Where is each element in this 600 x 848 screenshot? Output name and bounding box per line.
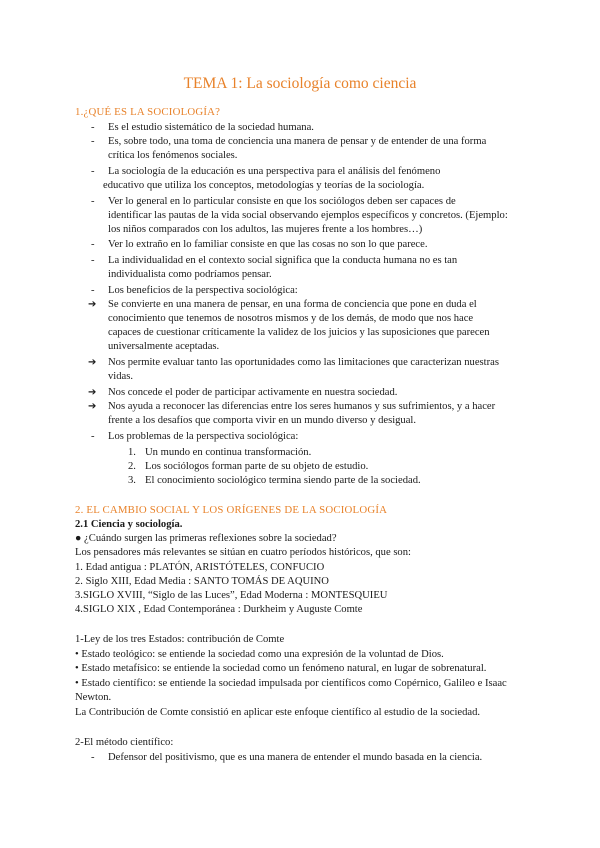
question-line: ● ¿Cuándo surgen las primeras reflexiones sobre la sociedad?: [75, 533, 337, 544]
period-item: 4.SIGLO XIX , Edad Contemporánea : Durkheim y Auguste Comte: [75, 604, 363, 615]
benefit-item-continued: frente a los desafíos que comporta vivir en un mundo diverso y desigual.: [108, 415, 417, 426]
list-item: La individualidad en el contexto social significa que la conducta humana no es tan: [108, 255, 458, 266]
dash-bullet: -: [91, 166, 95, 177]
period-item: 2. Siglo XIII, Edad Media : SANTO TOMÁS DE AQUINO: [75, 576, 329, 587]
section-1-heading: 1.¿QUÉ ES LA SOCIOLOGÍA?: [75, 106, 221, 118]
benefit-item: Se convierte en una manera de pensar, en una forma de conciencia que pone en duda el: [108, 299, 477, 310]
benefit-item: Nos ayuda a reconocer las diferencias entre los seres humanos y sus sufrimientos, y a hacer: [108, 401, 496, 412]
comte-conclusion: La Contribución de Comte consistió en aplicar este enfoque científico al estudio de la sociedad.: [75, 707, 481, 718]
benefit-item-continued: conocimiento que tenemos de nosotros mismos y de los demás, de modo que nos hace: [108, 313, 474, 324]
dash-bullet: -: [91, 239, 95, 250]
page-title: TEMA 1: La sociología como ciencia: [183, 75, 417, 92]
list-item: Es, sobre todo, una toma de conciencia una manera de pensar y de entender de una forma: [108, 136, 487, 147]
state-item: • Estado metafísico: se entiende la sociedad como un fenómeno natural, en lugar de sobrenatural.: [75, 663, 487, 674]
problem-number: 3.: [128, 475, 136, 486]
dash-bullet: -: [91, 431, 95, 442]
problem-number: 2.: [128, 461, 136, 472]
state-item-continued: Newton.: [75, 692, 112, 703]
benefit-item-continued: universalmente aceptadas.: [108, 341, 220, 352]
section-2-heading: 2. EL CAMBIO SOCIAL Y LOS ORÍGENES DE LA SOCIOLOGÍA: [75, 504, 388, 516]
list-item-continued: identificar las pautas de la vida social observando ejemplos específicos y concretos. (Ejemplo:: [108, 210, 508, 221]
benefit-item-continued: vidas.: [108, 371, 134, 382]
dash-bullet: -: [91, 136, 95, 147]
list-item: Es el estudio sistemático de la sociedad humana.: [108, 122, 314, 133]
state-item: • Estado científico: se entiende la sociedad impulsada por científicos como Copérnico, Galileo e Isaac: [75, 678, 507, 689]
benefit-item-continued: capaces de cuestionar críticamente la validez de los juicios y las suposiciones que parecen: [108, 327, 490, 338]
list-item-continued: los niños comparados con los adultos, las mujeres frente a los hombres…): [108, 224, 423, 235]
dash-bullet: -: [91, 196, 95, 207]
period-item: 1. Edad antigua : PLATÓN, ARISTÓTELES, CONFUCIO: [75, 562, 325, 573]
list-item-continued: crítica los fenómenos sociales.: [108, 150, 238, 161]
state-item: • Estado teológico: se entiende la sociedad como una expresión de la voluntad de Dios.: [75, 649, 444, 660]
list-item: Los beneficios de la perspectiva sociológica:: [108, 285, 298, 296]
problem-item: Los sociólogos forman parte de su objeto de estudio.: [145, 461, 369, 472]
method-item: Defensor del positivismo, que es una manera de entender el mundo basada en la ciencia.: [108, 752, 483, 763]
dash-bullet: -: [91, 285, 95, 296]
dash-bullet: -: [91, 122, 95, 133]
list-item: La sociología de la educación es una perspectiva para el análisis del fenómeno: [108, 166, 441, 177]
periods-intro: Los pensadores más relevantes se sitúan en cuatro períodos históricos, que son:: [75, 547, 411, 558]
list-item-continued: educativo que utiliza los conceptos, metodologías y teorías de la sociología.: [103, 180, 425, 191]
dash-bullet: -: [91, 752, 95, 763]
subsection-heading: 2.1 Ciencia y sociología.: [75, 519, 183, 530]
arrow-bullet-icon: ➔: [88, 401, 97, 412]
arrow-bullet-icon: ➔: [88, 387, 97, 398]
method-title: 2-El método científico:: [75, 737, 174, 748]
arrow-bullet-icon: ➔: [88, 299, 97, 310]
benefit-item: Nos permite evaluar tanto las oportunidades como las limitaciones que caracterizan nuestras: [108, 357, 499, 368]
list-item: Ver lo extraño en lo familiar consiste en que las cosas no son lo que parece.: [108, 239, 428, 250]
benefit-item: Nos concede el poder de participar activamente en nuestra sociedad.: [108, 387, 398, 398]
law-title: 1-Ley de los tres Estados: contribución de Comte: [75, 634, 285, 645]
dash-bullet: -: [91, 255, 95, 266]
list-item-continued: individualista como podríamos pensar.: [108, 269, 272, 280]
arrow-bullet-icon: ➔: [88, 357, 97, 368]
period-item: 3.SIGLO XVIII, “Siglo de las Luces”, Edad Moderna : MONTESQUIEU: [75, 590, 388, 601]
problem-item: Un mundo en continua transformación.: [145, 447, 312, 458]
problems-intro: Los problemas de la perspectiva sociológica:: [108, 431, 299, 442]
problem-number: 1.: [128, 447, 136, 458]
problem-item: El conocimiento sociológico termina siendo parte de la sociedad.: [145, 475, 421, 486]
list-item: Ver lo general en lo particular consiste en que los sociólogos deben ser capaces de: [108, 196, 456, 207]
